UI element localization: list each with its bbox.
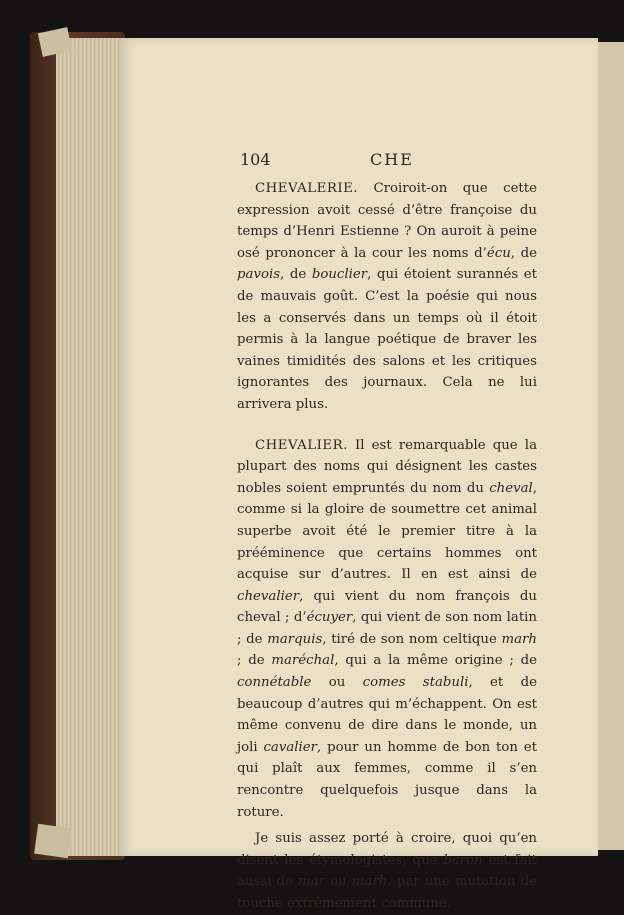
page-number: 104	[240, 150, 271, 169]
page-body	[237, 178, 537, 915]
paragraph-baron: Je suis assez porté à croire, quoi qu’en disent les étymologistes, que baron est fait aussi de mar ou marh, par une mutation de touche extrêmement commune.	[237, 831, 537, 911]
headword-chevalier: CHEVALIER.	[255, 437, 348, 453]
page-edges	[56, 38, 124, 856]
cover-corner-bottom	[34, 824, 72, 858]
entry-chevalerie: CHEVALERIE. Croiroit-on que cette expression avoit cessé d’être françoise du temps d’Henri Estienne ? On auroit à peine osé prononcer à la cour les noms d’écu, de pavois, de bouclier, qui étoient surannés et de mauvais goût. C’est la poésie qui nous les a conservés dans un temps où il étoit permis à la langue poétique de braver les vaines timidités des salons et les critiques ignorantes des journaux. Cela ne lui arrivera plus.	[237, 181, 537, 412]
entry-chevalier: CHEVALIER. Il est remarquable que la plupart des noms qui désignent les castes nobles soient empruntés du nom du cheval, comme si la gloire de soumettre cet animal superbe avoit été le premier titre à la prééminence que certains hommes ont acquise sur d’autres. Il en est ainsi de chevalier, qui vient du nom françois du cheval ; d’écuyer, qui vient de son nom latin ; de marquis, tiré de son nom celtique marh ; de maréchal, qui a la même origine ; de connétable ou comes stabuli, et de beaucoup d’autres qui m’échappent. On est même convenu de dire dans le monde, un joli cavalier, pour un homme de bon ton et qui plaît aux femmes, comme il s’en rencontre quelquefois jusque dans la roture.	[237, 437, 537, 820]
facing-page-edge	[596, 42, 624, 850]
headword-chevalerie: CHEVALERIE.	[255, 181, 359, 196]
running-head: CHE	[370, 150, 414, 169]
